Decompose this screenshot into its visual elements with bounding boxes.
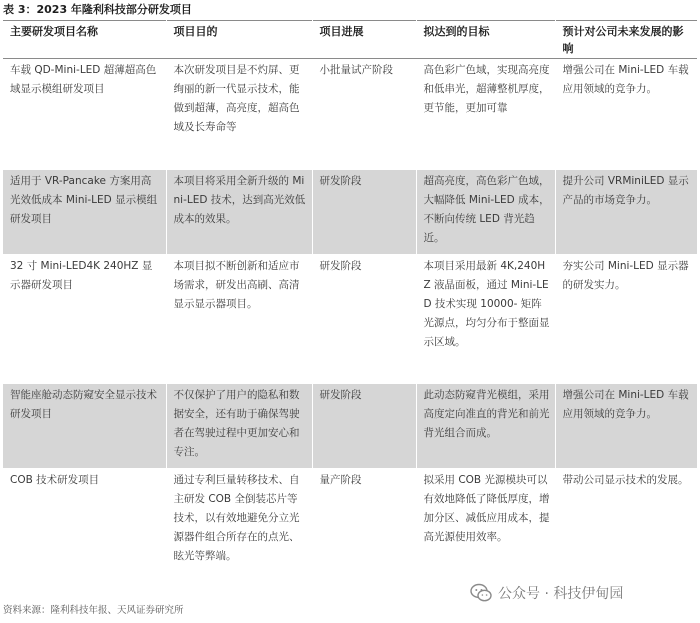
cell-project-impact: 增强公司在 Mini-LED 车载应用领域的竞争力。 — [555, 59, 697, 170]
cell-project-progress: 研发阶段 — [312, 384, 416, 469]
cell-project-purpose: 不仅保护了用户的隐私和数据安全，还有助于确保驾驶者在驾驶过程中更加安心和专注。 — [166, 384, 312, 469]
cell-project-progress: 量产阶段 — [312, 469, 416, 598]
table-row — [3, 255, 697, 384]
cell-project-goal: 拟采用 COB 光源模块可以有效地降低了降低厚度，增加分区、减低应用成本，提高光源使用效率。 — [416, 469, 555, 598]
cell-project-progress: 小批量试产阶段 — [312, 59, 416, 170]
cell-project-name: 适用于 VR-Pancake 方案用高光效低成本 Mini-LED 显示模组研发项目 — [3, 170, 166, 255]
table-row — [3, 170, 697, 255]
cell-project-purpose: 本项目将采用全新升级的 Mini-LED 技术，达到高光效低成本的效果。 — [166, 170, 312, 255]
cell-project-goal: 此动态防窥背光模组，采用高度定向准直的背光和前光背光组合而成。 — [416, 384, 555, 469]
cell-project-impact: 带动公司显示技术的发展。 — [555, 469, 697, 598]
cell-project-purpose: 本项目拟不断创新和适应市场需求，研发出高刷、高清显示显示器项目。 — [166, 255, 312, 384]
rd-projects-table — [3, 20, 697, 598]
table-header-row — [3, 21, 697, 59]
header-project-name: 主要研发项目名称 — [3, 21, 166, 59]
cell-project-goal: 本项目采用最新 4K,240HZ 液晶面板，通过 Mini-LED 技术实现 10000- 矩阵光源点，均匀分布于整面显示区域。 — [416, 255, 555, 384]
cell-project-impact: 增强公司在 Mini-LED 车载应用领域的竞争力。 — [555, 384, 697, 469]
cell-project-name: 32 寸 Mini-LED4K 240HZ 显示器研发项目 — [3, 255, 166, 384]
source-note: 资料来源：隆利科技年报、天风证券研究所 — [3, 605, 184, 616]
cell-project-goal: 超高亮度，高色彩广色域，大幅降低 Mini-LED 成本，不断向传统 LED 背光趋近。 — [416, 170, 555, 255]
cell-project-name: 智能座舱动态防窥安全显示技术研发项目 — [3, 384, 166, 469]
table-row — [3, 469, 697, 598]
header-project-progress: 项目进展 — [312, 21, 416, 59]
cell-project-progress: 研发阶段 — [312, 170, 416, 255]
cell-project-impact: 夯实公司 Mini-LED 显示器的研发实力。 — [555, 255, 697, 384]
header-project-purpose: 项目目的 — [166, 21, 312, 59]
table-row — [3, 384, 697, 469]
cell-project-goal: 高色彩广色域，实现高亮度和低串光，超薄整机厚度，更节能，更加可靠 — [416, 59, 555, 170]
wechat-icon — [470, 583, 492, 603]
rd-projects-table-container — [3, 20, 697, 598]
cell-project-purpose: 本次研发项目是不灼屏、更绚丽的新一代显示技术，能做到超薄，高亮度，超高色域及长寿命等 — [166, 59, 312, 170]
header-project-impact: 预计对公司未来发展的影响 — [555, 21, 697, 59]
cell-project-name: 车载 QD-Mini-LED 超薄超高色域显示模组研发项目 — [3, 59, 166, 170]
table-row — [3, 59, 697, 170]
watermark-text: 公众号 · 科技伊甸园 — [498, 586, 624, 602]
cell-project-impact: 提升公司 VRMiniLED 显示产品的市场竞争力。 — [555, 170, 697, 255]
cell-project-progress: 研发阶段 — [312, 255, 416, 384]
cell-project-purpose: 通过专利巨量转移技术、自主研发 COB 全倒装芯片等技术，以有效地避免分立光源器件组合所存在的点光、眩光等弊端。 — [166, 469, 312, 598]
watermark — [470, 582, 623, 604]
cell-project-name: COB 技术研发项目 — [3, 469, 166, 598]
header-project-goal: 拟达到的目标 — [416, 21, 555, 59]
table-title: 表 3：2023 年隆利科技部分研发项目 — [3, 3, 192, 16]
